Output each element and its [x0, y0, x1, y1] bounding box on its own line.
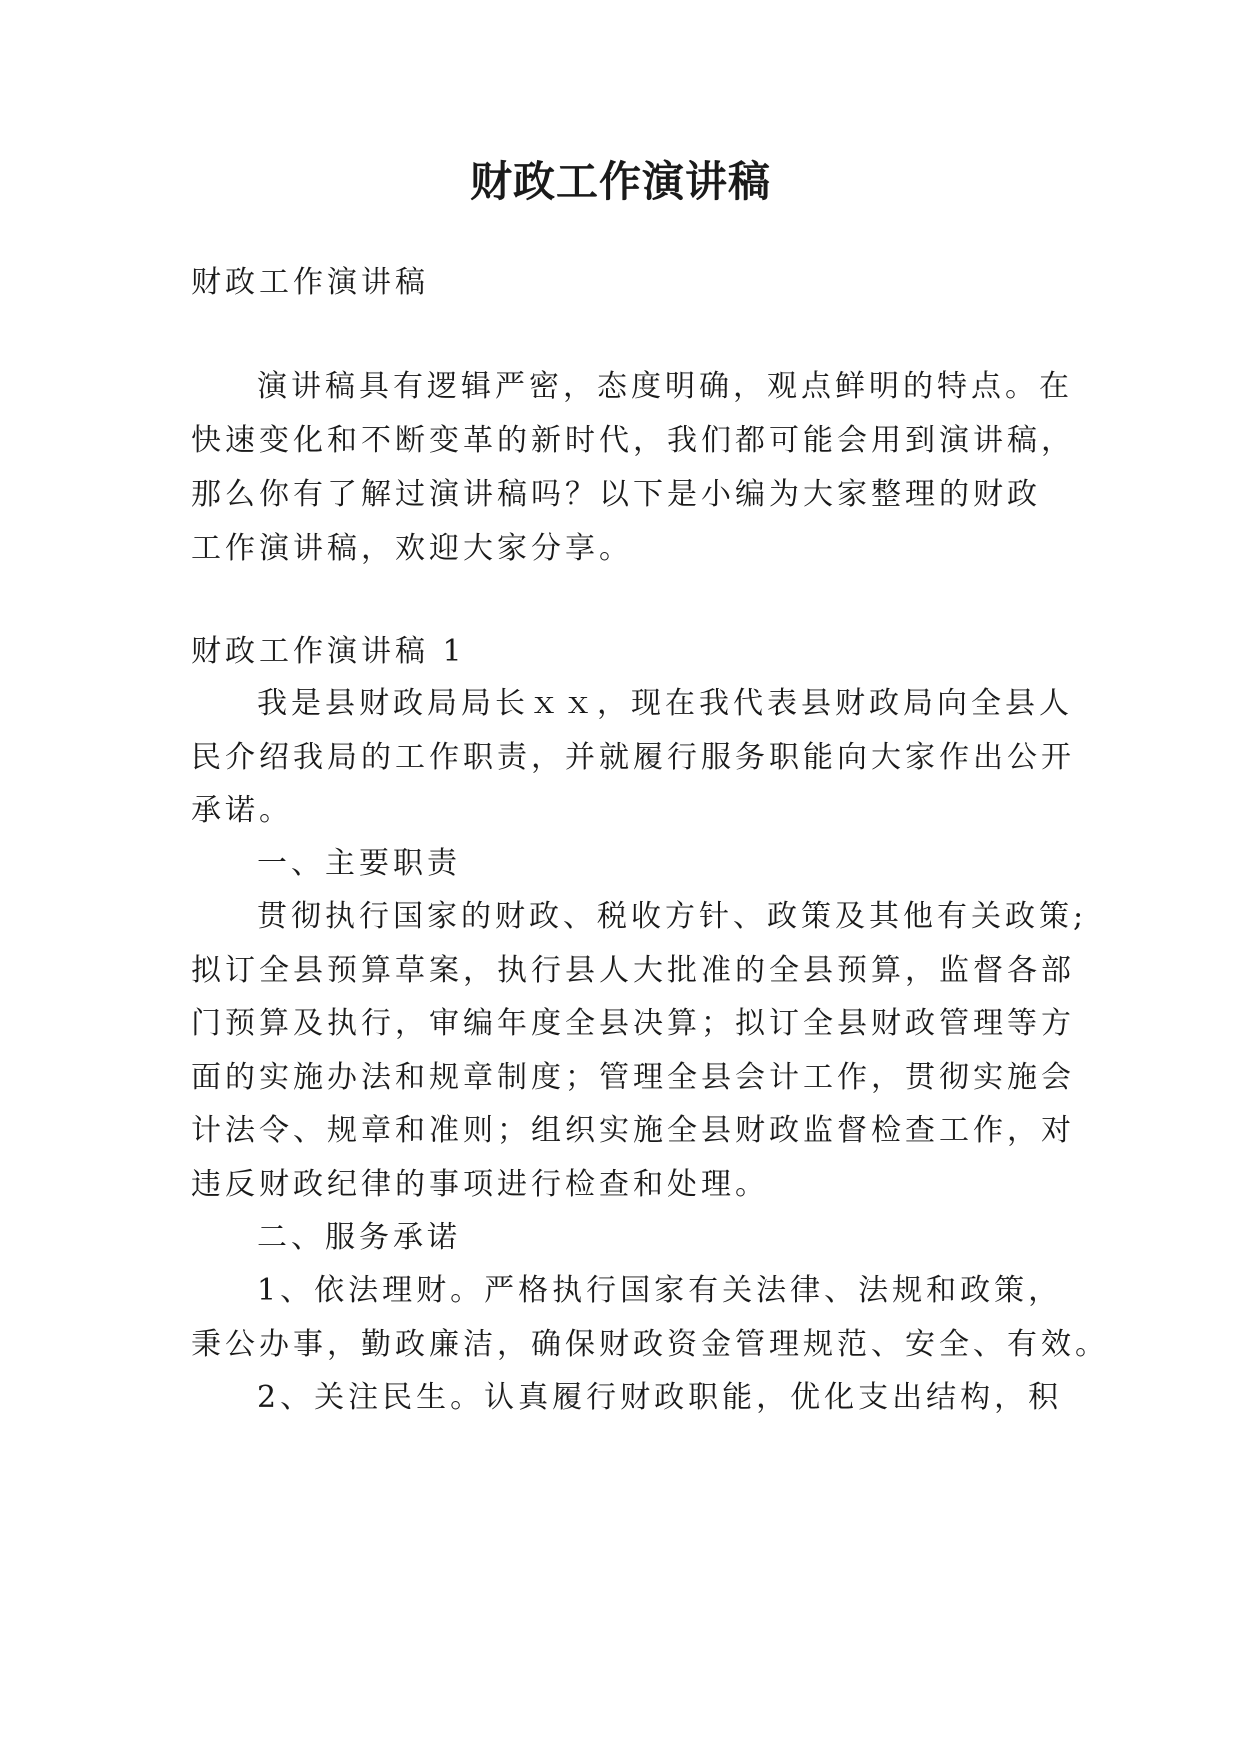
document-title: 财政工作演讲稿	[469, 157, 771, 206]
section-heading: 财政工作演讲稿 1	[191, 634, 466, 669]
para1-line: 我是县财政局局长ｘｘ，现在我代表县财政局向全县人	[257, 686, 1073, 721]
duties-line: 面的实施办法和规章制度；管理全县会计工作，贯彻实施会	[191, 1060, 1075, 1095]
duties-line: 门预算及执行，审编年度全县决算；拟订全县财政管理等方	[191, 1006, 1075, 1041]
commit1-line: 秉公办事，勤政廉洁，确保财政资金管理规范、安全、有效。	[191, 1327, 1109, 1362]
commit2-line: 2、关注民生。认真履行财政职能，优化支出结构，积	[257, 1380, 1063, 1415]
duties-line: 计法令、规章和准则；组织实施全县财政监督检查工作，对	[191, 1113, 1075, 1148]
heading-duties: 一、主要职责	[257, 846, 461, 881]
document-subtitle: 财政工作演讲稿	[191, 265, 429, 300]
para1-line: 承诺。	[191, 793, 293, 828]
duties-line: 贯彻执行国家的财政、税收方针、政策及其他有关政策;	[257, 899, 1088, 934]
heading-commitments: 二、服务承诺	[257, 1220, 461, 1255]
intro-line: 那么你有了解过演讲稿吗？以下是小编为大家整理的财政	[191, 477, 1041, 512]
intro-line: 快速变化和不断变革的新时代，我们都可能会用到演讲稿，	[191, 423, 1075, 458]
intro-line: 工作演讲稿，欢迎大家分享。	[191, 531, 633, 566]
duties-line: 拟订全县预算草案，执行县人大批准的全县预算，监督各部	[191, 953, 1075, 988]
duties-line: 违反财政纪律的事项进行检查和处理。	[191, 1167, 769, 1202]
commit1-line: 1、依法理财。严格执行国家有关法律、法规和政策，	[257, 1273, 1063, 1308]
para1-line: 民介绍我局的工作职责，并就履行服务职能向大家作出公开	[191, 740, 1075, 775]
intro-line: 演讲稿具有逻辑严密，态度明确，观点鲜明的特点。在	[257, 369, 1073, 404]
